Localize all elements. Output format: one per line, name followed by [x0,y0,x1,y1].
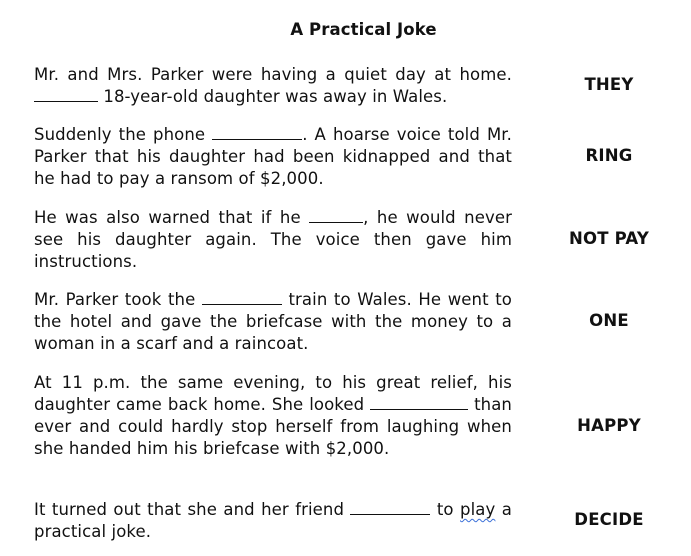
prompt-word-3: NOT PAY [569,229,649,248]
exercise-item-6 [34,499,674,543]
exercise-item-5 [34,372,674,482]
prompt-word-2: RING [585,146,633,165]
exercise-text-3: He was also warned that if he , he would never see his daughter again. The voice then gave him instructions. [34,208,512,271]
page-title: A Practical Joke [290,20,437,39]
prompt-word-1: THEY [584,75,634,94]
exercise-text-6: It turned out that she and her friend to play a practical joke. [34,500,512,541]
answer-blank-6[interactable] [350,500,430,515]
answer-blank-1[interactable] [34,87,98,102]
exercise-item-3 [34,207,674,273]
answer-blank-2[interactable] [212,125,302,140]
exercise-text-4: Mr. Parker took the train to Wales. He went to the hotel and gave the briefcase with the money to a woman in a scarf and a raincoat. [34,290,512,353]
exercise-item-1 [34,64,674,108]
prompt-word-4: ONE [589,311,629,330]
prompt-word-6: DECIDE [574,510,644,529]
exercise-text-1: Mr. and Mrs. Parker were having a quiet day at home. 18-year-old daughter was away in Wales. [34,65,512,106]
answer-blank-3[interactable] [309,208,363,223]
exercise-item-4 [34,289,674,355]
spellcheck-word: play [460,500,496,519]
prompt-word-5: HAPPY [577,416,641,435]
exercise-text-2: Suddenly the phone . A hoarse voice told Mr. Parker that his daughter had been kidnapped and that he had to pay a ransom of $2,000. [34,125,512,188]
exercise-item-2 [34,124,674,190]
answer-blank-4[interactable] [202,290,282,305]
answer-blank-5[interactable] [370,395,468,410]
exercise-text-5: At 11 p.m. the same evening, to his great relief, his daughter came back home. She looked than ever and could hardly stop herself from laughing when she handed him his briefcase with $2,000. [34,373,512,458]
